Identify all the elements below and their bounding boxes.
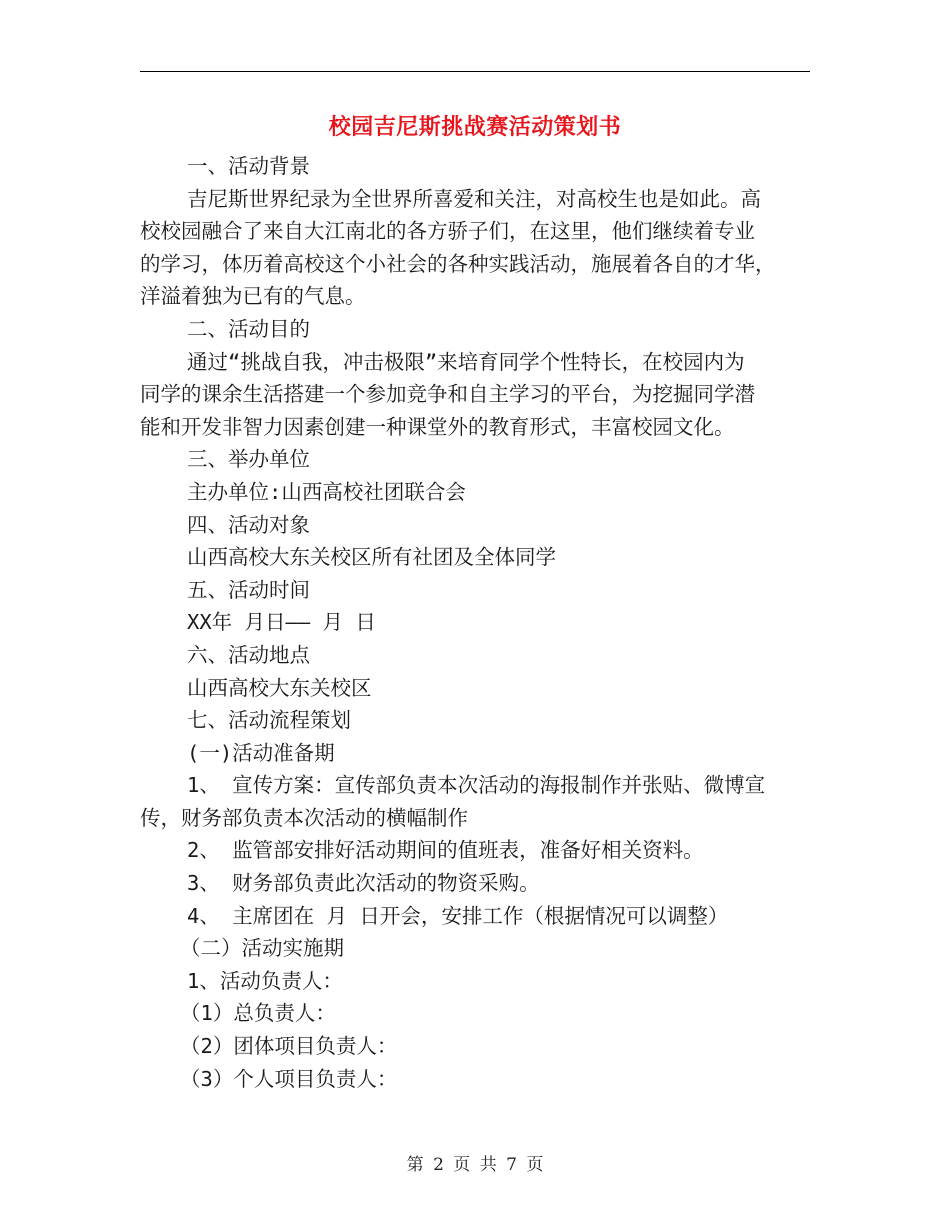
paragraph-line: 洋溢着独为已有的气息。 [140,284,366,309]
paragraph-line: 通过“挑战自我，冲击极限”来培育同学个性特长，在校园内为 [187,349,745,374]
list-item: 1、活动负责人： [187,968,343,993]
list-item-continuation: 传，财务部负责本次活动的横幅制作 [140,805,468,830]
paragraph-line: 吉尼斯世界纪录为全世界所喜爱和关注，对高校生也是如此。高 [187,186,761,211]
section-heading-organizer: 三、举办单位 [187,447,310,472]
paragraph-line: 校校园融合了来自大江南北的各方骄子们，在这里，他们继续着专业 [140,219,755,244]
page-number: 第 2 页 共 7 页 [406,1155,544,1175]
section-heading-process: 七、活动流程策划 [187,708,351,733]
subsection-heading-implementation: （二）活动实施期 [180,936,344,961]
document-title: 校园吉尼斯挑战赛活动策划书 [328,114,622,140]
list-item: 3、 财务部负责此次活动的物资采购。 [187,871,540,896]
paragraph-line: XX年 月日—— 月 日 [187,610,376,635]
section-heading-time: 五、活动时间 [187,577,310,602]
paragraph-line: 山西高校大东关校区 [187,675,372,700]
list-item: （3）个人项目负责人： [180,1066,398,1091]
section-heading-audience: 四、活动对象 [187,512,310,537]
paragraph-line: 能和开发非智力因素创建一种课堂外的教育形式，丰富校园文化。 [140,414,735,439]
paragraph-line: 同学的课余生活搭建一个参加竞争和自主学习的平台，为挖掘同学潜 [140,382,755,407]
subsection-heading-preparation: (一)活动准备期 [187,740,335,765]
document-body [140,150,810,1095]
list-item: （1）总负责人： [180,1001,336,1026]
section-heading-background: 一、活动背景 [187,154,310,178]
paragraph-line: 的学习，体历着高校这个小社会的各种实践活动，施展着各自的才华， [140,251,776,276]
paragraph-line: 主办单位:山西高校社团联合会 [187,479,466,504]
section-heading-location: 六、活动地点 [187,642,310,667]
list-item: 4、 主席团在 月 日开会，安排工作（根据情况可以调整） [187,903,729,928]
paragraph-line: 山西高校大东关校区所有社团及全体同学 [187,545,556,570]
list-item: 1、 宣传方案：宣传部负责本次活动的海报制作并张贴、微博宣 [187,773,766,798]
section-heading-purpose: 二、活动目的 [187,316,310,341]
list-item: （2）团体项目负责人： [180,1034,398,1059]
header-rule [140,71,810,72]
list-item: 2、 监管部安排好活动期间的值班表，准备好相关资料。 [187,838,704,863]
